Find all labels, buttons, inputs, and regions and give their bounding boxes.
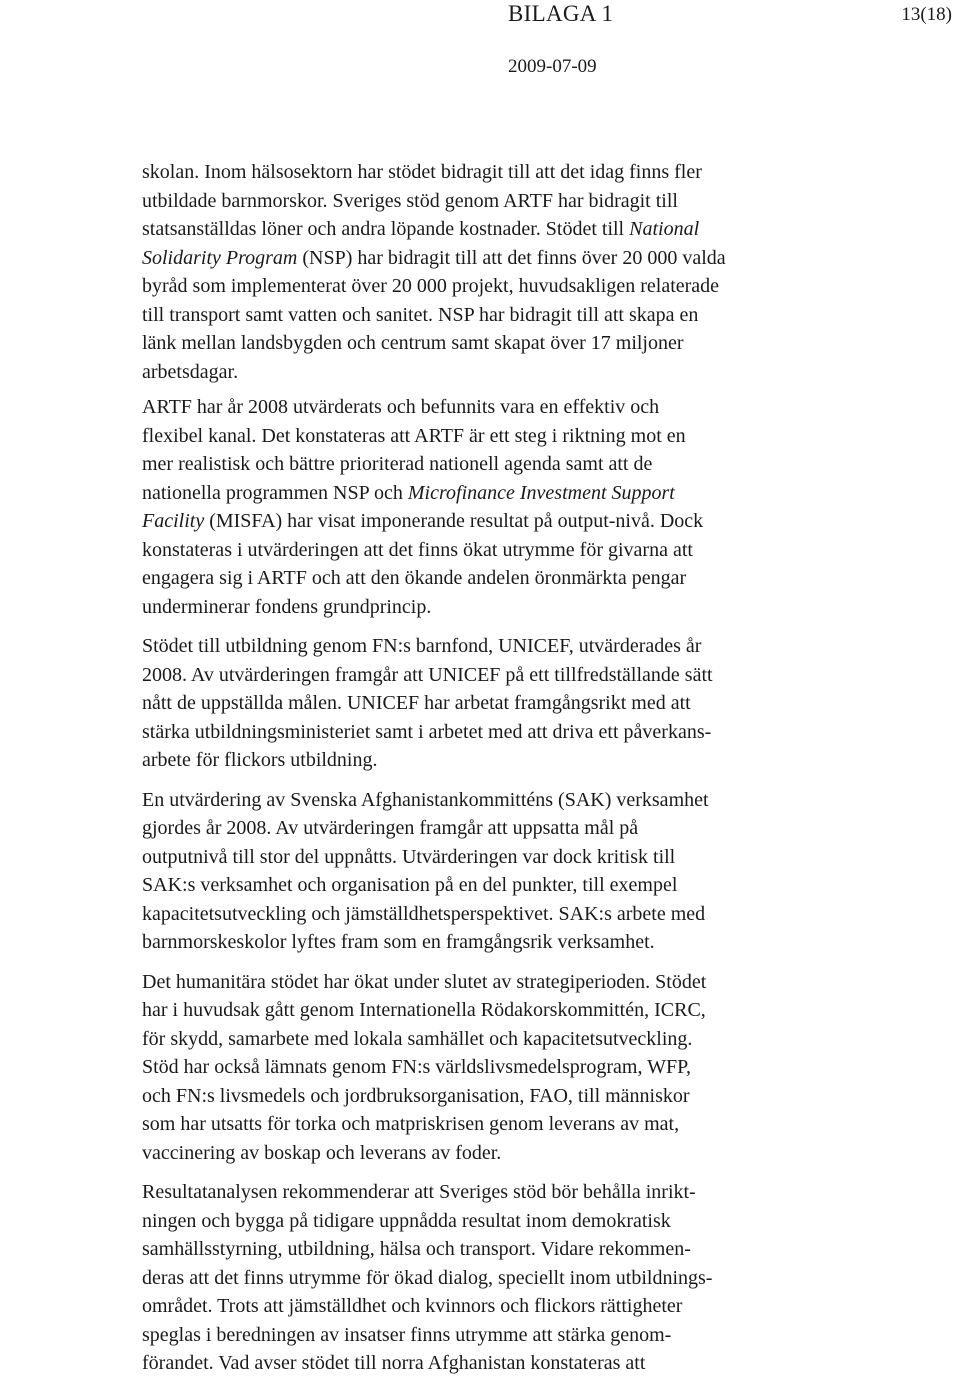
text-line: till transport samt vatten och sanitet. NSP har bidragit till att skapa en: [142, 303, 699, 326]
text-line: konstateras i utvärderingen att det finns ökat utrymme för givarna att: [142, 538, 693, 561]
italic-term: Solidarity Program: [142, 246, 298, 269]
text-line: vaccinering av boskap och leverans av foder.: [142, 1141, 502, 1164]
text-line: engagera sig i ARTF och att den ökande andelen öronmärkta pengar: [142, 567, 687, 589]
text-line: [142, 507, 844, 536]
text-line: samhällsstyrning, utbildning, hälsa och transport. Vidare rekommen-: [142, 1238, 691, 1260]
paragraph-2: [142, 393, 844, 621]
document-date: 2009-07-09: [508, 56, 597, 77]
text-line: Resultatanalysen rekommenderar att Sveriges stöd bör behålla inrikt-: [142, 1181, 696, 1203]
text-line: gjordes år 2008. Av utvärderingen framgår att uppsatta mål på: [142, 817, 639, 839]
text-line: har i huvudsak gått genom Internationella Rödakorskommittén, ICRC,: [142, 999, 706, 1021]
text-line: Stödet till utbildning genom FN:s barnfond, UNICEF, utvärderades år: [142, 635, 702, 657]
text-line: förandet. Vad avser stödet till norra Afghanistan konstateras att: [142, 1352, 646, 1374]
text-line: och FN:s livsmedels och jordbruksorganisation, FAO, till människor: [142, 1084, 690, 1107]
text-line: flexibel kanal. Det konstateras att ARTF är ett steg i riktning mot en: [142, 424, 686, 447]
text-line: En utvärdering av Svenska Afghanistankommitténs (SAK) verksamhet: [142, 788, 709, 811]
text-line: som har utsatts för torka och matpriskrisen genom leverans av mat,: [142, 1113, 680, 1135]
text-line: för skydd, samarbete med lokala samhället och kapacitetsutveckling.: [142, 1027, 693, 1050]
text-segment: (MISFA) har visat imponerande resultat på output-nivå. Dock: [204, 510, 704, 532]
text-line: Det humanitära stödet har ökat under slutet av strategiperioden. Stödet: [142, 970, 707, 993]
text-line: speglas i beredningen av insatser finns utrymme att stärka genom-: [142, 1323, 672, 1346]
text-line: utbildade barnmorskor. Sveriges stöd genom ARTF har bidragit till: [142, 189, 678, 212]
text-segment: nationella programmen NSP och: [142, 481, 408, 504]
text-line: stärka utbildningsministeriet samt i arbetet med att driva ett påverkans-: [142, 720, 712, 743]
text-segment: (NSP) har bidragit till att det finns över 20 000 valda: [297, 246, 726, 269]
text-line: outputnivå till stor del uppnåtts. Utvärderingen var dock kritisk till: [142, 845, 676, 868]
italic-term: National: [629, 218, 700, 240]
text-line: länk mellan landsbygden och centrum samt skapat över 17 miljoner: [142, 332, 684, 354]
italic-term: Microfinance Investment Support: [407, 481, 675, 504]
text-line: ningen och bygga på tidigare uppnådda resultat inom demokratisk: [142, 1209, 671, 1232]
text-line: mer realistisk och bättre prioriterad nationell agenda samt att de: [142, 453, 653, 475]
text-line: barnmorskeskolor lyftes fram som en framgångsrik verksamhet.: [142, 931, 655, 953]
text-line: [142, 215, 844, 244]
text-line: 2008. Av utvärderingen framgår att UNICEF på ett tillfredställande sätt: [142, 663, 713, 686]
text-line: nått de uppställda målen. UNICEF har arbetat framgångsrikt med att: [142, 692, 691, 714]
body-text: [142, 158, 844, 1378]
text-line: skolan. Inom hälsosektorn har stödet bidragit till att det idag finns fler: [142, 161, 702, 183]
paragraph-6: [142, 1178, 844, 1378]
text-line: SAK:s verksamhet och organisation på en del punkter, till exempel: [142, 874, 678, 896]
text-line: [142, 479, 844, 508]
paragraph-5: [142, 968, 844, 1168]
page-number: 13(18): [901, 4, 952, 25]
text-line: området. Trots att jämställdhet och kvinnors och flickors rättigheter: [142, 1295, 683, 1317]
text-line: arbete för flickors utbildning.: [142, 749, 378, 771]
text-line: arbetsdagar.: [142, 360, 239, 383]
paragraph-4: [142, 786, 844, 957]
text-line: byråd som implementerat över 20 000 projekt, huvudsakligen relaterade: [142, 275, 720, 297]
text-line: kapacitetsutveckling och jämställdhetsperspektivet. SAK:s arbete med: [142, 902, 706, 925]
text-line: ARTF har år 2008 utvärderats och befunnits vara en effektiv och: [142, 396, 660, 418]
text-line: deras att det finns utrymme för ökad dialog, speciellt inom utbildnings-: [142, 1266, 713, 1289]
text-line: underminerar fondens grundprincip.: [142, 595, 432, 618]
text-line: Stöd har också lämnats genom FN:s världslivsmedelsprogram, WFP,: [142, 1056, 692, 1078]
italic-term: Facility: [142, 510, 205, 532]
text-line: [142, 244, 844, 273]
paragraph-1: [142, 158, 844, 386]
appendix-label: BILAGA 1: [508, 1, 614, 26]
paragraph-3: [142, 632, 844, 775]
text-segment: statsanställdas löner och andra löpande kostnader. Stödet till: [142, 218, 630, 240]
